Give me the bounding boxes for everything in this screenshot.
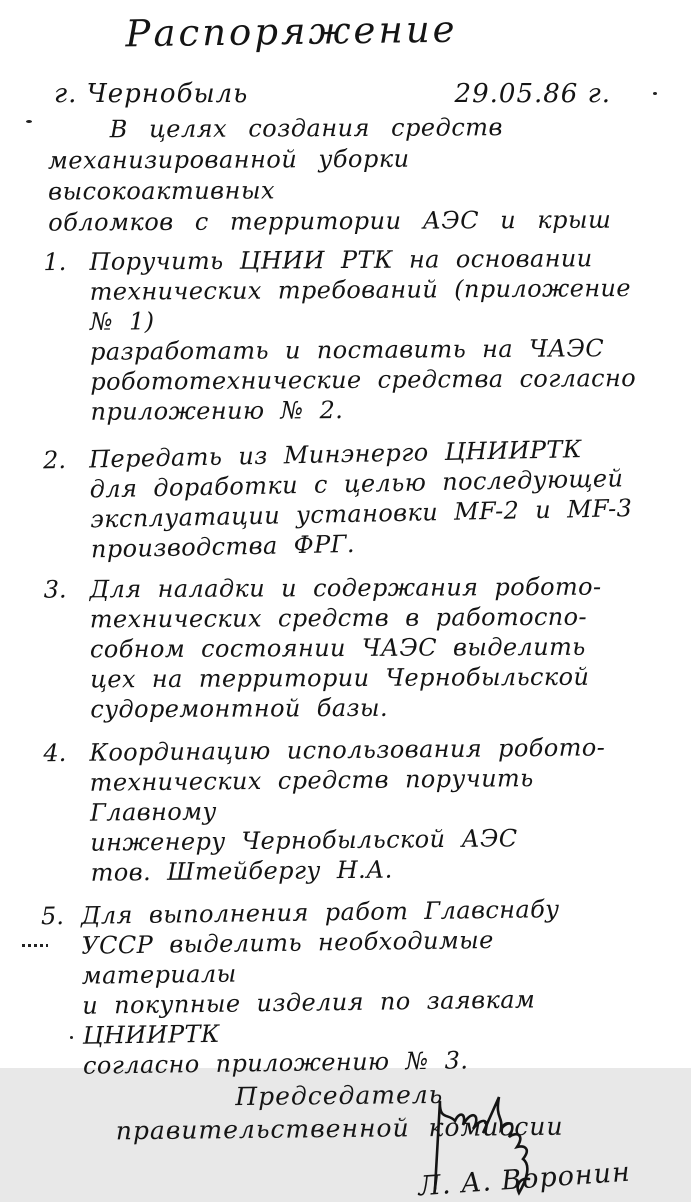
signature-area <box>42 1145 657 1202</box>
item-number: 4. <box>43 738 67 768</box>
item-number: 1. <box>43 247 67 277</box>
signature-name: Л. А. Воронин <box>417 1156 632 1202</box>
order-item-4 <box>41 732 658 888</box>
intro-paragraph: В целях создания средств механизированной уборки высокоактивных обломков с территории АЭС и крыш <box>47 113 612 237</box>
document-date: 29.05.86 г. <box>454 79 611 109</box>
item-number: 2. <box>42 445 67 475</box>
order-item-1 <box>41 243 657 427</box>
document-title: Распоряжение <box>125 7 458 56</box>
item-number: 3. <box>43 575 67 604</box>
order-items-list <box>40 244 657 1080</box>
signature-role-line2: правительственной комиссии <box>115 1111 564 1146</box>
order-item-2 <box>41 433 658 566</box>
item-text: Передать из Минэнерго ЦНИИРТК для доработки с целью последующей эксплуатации установки MF-2 и MF-3 производства ФРГ. <box>88 435 633 564</box>
item-text: Координацию использования робото- технических средств поручить Главному инженеру Чернобыльской АЭС тов. Штейбергу Н.А. <box>89 733 606 887</box>
scan-speck <box>26 120 32 123</box>
place-date-row <box>42 79 657 109</box>
item-text: Для выполнения работ Главснабу УССР выделить необходимые материалы и покупные изделия по заявкам ЦНИИРТК согласно приложению № 3. <box>80 895 560 1080</box>
item-text: Для наладки и содержания робото- технических средств в работоспо- собном состоянии ЧАЭС выделить цех на территории Чернобыльской судоремонтной базы. <box>89 572 602 724</box>
scan-speck <box>653 92 657 95</box>
order-item-3 <box>42 571 658 724</box>
order-item-5 <box>41 893 658 1082</box>
place-name: г. Чернобыль <box>54 79 249 109</box>
signature-role-line1: Председатель <box>235 1079 444 1112</box>
item-number: 5. <box>40 901 65 931</box>
scan-speck <box>70 1036 73 1039</box>
item-text: Поручить ЦНИИ РТК на основании технических требований (приложение № 1) разработать и поставить на ЧАЭС робототехнические средства согласно приложению № 2. <box>89 244 637 426</box>
scan-speck <box>22 944 48 947</box>
